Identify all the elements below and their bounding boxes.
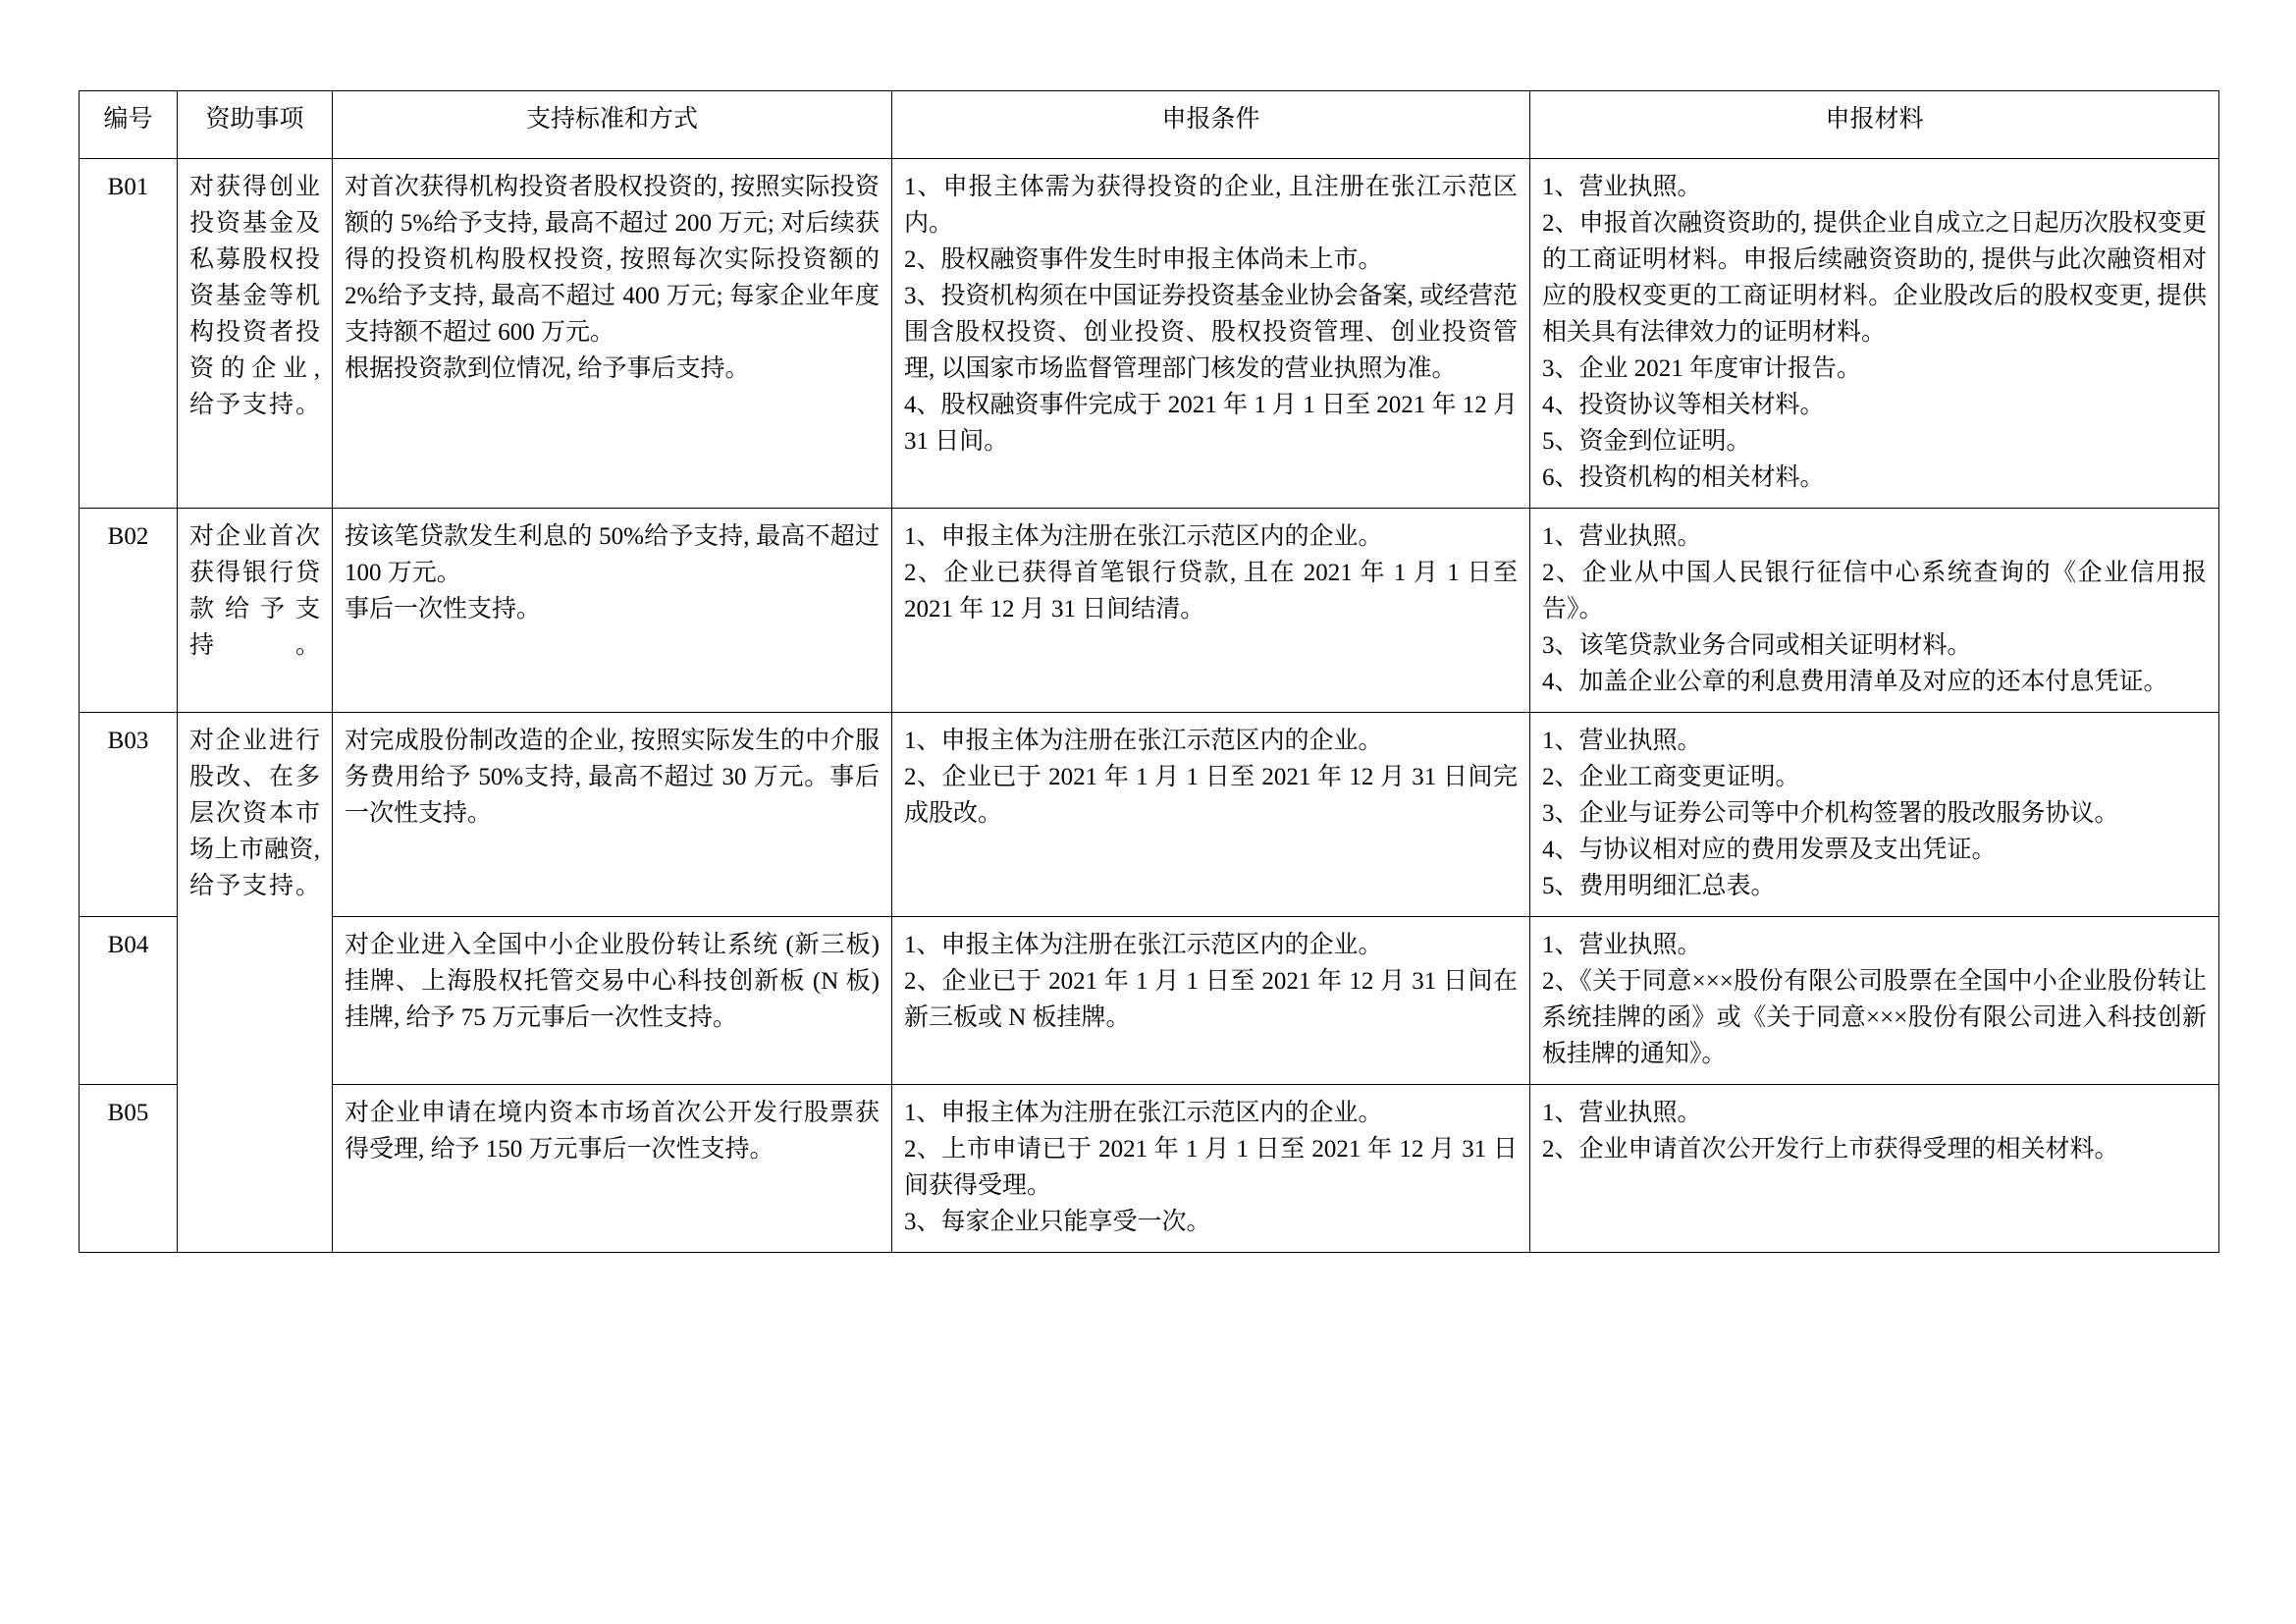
material-line: 5、资金到位证明。 [1542,428,1751,455]
material-line: 3、企业与证券公司等中介机构签署的股改服务协议。 [1542,800,2119,827]
condition-line: 2、企业已获得首笔银行贷款, 且在 2021 年 1 月 1 日至 2021 年 12 月 31 日间结清。 [904,560,1518,623]
material-line: 3、该笔贷款业务合同或相关证明材料。 [1542,632,1972,659]
row-materials-b03 [1530,713,2219,917]
row-id-b01: B01 [80,159,178,509]
row-conditions-b05 [892,1085,1530,1253]
row-standard-b03 [333,713,892,917]
row-conditions-b02 [892,509,1530,713]
condition-line: 2、上市申请已于 2021 年 1 月 1 日至 2021 年 12 月 31 日间获得受理。 [904,1136,1518,1199]
row-id-b04: B04 [80,917,178,1085]
standard-line: 对企业进入全国中小企业股份转让系统 (新三板) 挂牌、上海股权托管交易中心科技创新板 (N 板) 挂牌, 给予 75 万元事后一次性支持。 [345,932,880,1031]
row-materials-b05 [1530,1085,2219,1253]
row-conditions-b03 [892,713,1530,917]
condition-line: 4、股权融资事件完成于 2021 年 1 月 1 日至 2021 年 12 月 31 日间。 [904,392,1519,455]
material-line: 1、营业执照。 [1542,932,1702,958]
row-id-b03: B03 [80,713,178,917]
table-row [80,1085,2219,1253]
material-line: 2、申报首次融资资助的, 提供企业自成立之日起历次股权变更的工商证明材料。申报后续融资资助的, 提供与此次融资相对应的股权变更的工商证明材料。企业股改后的股权变更, 提供相关具有法律效力的证明材料。 [1542,210,2207,346]
standard-line: 根据投资款到位情况, 给予事后支持。 [345,355,750,382]
table-row [80,713,2219,917]
row-materials-b02 [1530,509,2219,713]
condition-line: 1、申报主体需为获得投资的企业, 且注册在张江示范区内。 [904,174,1518,237]
standard-line: 对企业申请在境内资本市场首次公开发行股票获得受理, 给予 150 万元事后一次性支持。 [345,1100,880,1163]
table-body [80,159,2219,1253]
material-line: 1、营业执照。 [1542,523,1702,550]
column-header-id: 编号 [80,91,178,159]
row-standard-b02 [333,509,892,713]
row-conditions-b04 [892,917,1530,1085]
row-item-b03-b05-merged: 对企业进行股改、在多层次资本市场上市融资, 给予支持。 [178,713,333,1253]
row-conditions-b01 [892,159,1530,509]
material-line: 1、营业执照。 [1542,1100,1702,1126]
material-line: 2、企业从中国人民银行征信中心系统查询的《企业信用报告》。 [1542,560,2207,623]
standard-line: 按该笔贷款发生利息的 50%给予支持, 最高不超过 100 万元。 [345,523,880,586]
material-line: 2、《关于同意×××股份有限公司股票在全国中小企业股份转让系统挂牌的函》或《关于同意×××股份有限公司进入科技创新板挂牌的通知》。 [1542,968,2207,1067]
material-line: 2、企业申请首次公开发行上市获得受理的相关材料。 [1542,1136,2119,1163]
column-header-conditions: 申报条件 [892,91,1530,159]
row-materials-b01 [1530,159,2219,509]
row-item-b01: 对获得创业投资基金及私募股权投资基金等机构投资者投资的企业, 给予支持。 [178,159,333,509]
material-line: 4、加盖企业公章的利息费用清单及对应的还本付息凭证。 [1542,669,2168,695]
condition-line: 2、企业已于 2021 年 1 月 1 日至 2021 年 12 月 31 日间在新三板或 N 板挂牌。 [904,968,1518,1031]
condition-line: 2、企业已于 2021 年 1 月 1 日至 2021 年 12 月 31 日间完成股改。 [904,764,1518,827]
row-item-b02: 对企业首次获得银行贷款给予支持。 [178,509,333,713]
column-header-standard: 支持标准和方式 [333,91,892,159]
material-line: 1、营业执照。 [1542,174,1702,200]
material-line: 1、营业执照。 [1542,728,1702,754]
condition-line: 1、申报主体为注册在张江示范区内的企业。 [904,728,1383,754]
column-header-materials: 申报材料 [1530,91,2219,159]
material-line: 6、投资机构的相关材料。 [1542,464,1825,491]
material-line: 4、与协议相对应的费用发票及支出凭证。 [1542,837,1997,863]
row-standard-b04 [333,917,892,1085]
condition-line: 3、投资机构须在中国证券投资基金业协会备案, 或经营范围含股权投资、创业投资、股权投资管理、创业投资管理, 以国家市场监督管理部门核发的营业执照为准。 [904,283,1519,382]
standard-line: 事后一次性支持。 [345,596,542,623]
condition-line: 2、股权融资事件发生时申报主体尚未上市。 [904,246,1383,273]
funding-items-table [79,90,2219,1253]
standard-line: 对完成股份制改造的企业, 按照实际发生的中介服务费用给予 50%支持, 最高不超过 30 万元。事后一次性支持。 [345,728,880,827]
condition-line: 3、每家企业只能享受一次。 [904,1209,1211,1235]
column-header-item: 资助事项 [178,91,333,159]
row-id-b02: B02 [80,509,178,713]
condition-line: 1、申报主体为注册在张江示范区内的企业。 [904,523,1383,550]
material-line: 3、企业 2021 年度审计报告。 [1542,355,1862,382]
row-id-b05: B05 [80,1085,178,1253]
material-line: 5、费用明细汇总表。 [1542,873,1776,899]
table-row [80,509,2219,713]
table-header-row [80,91,2219,159]
row-standard-b01 [333,159,892,509]
standard-line: 对首次获得机构投资者股权投资的, 按照实际投资额的 5%给予支持, 最高不超过 200 万元; 对后续获得的投资机构股权投资, 按照每次实际投资额的 2%给予支持, 最高不超过 400 万元; 每家企业年度支持额不超过 600 万元。 [345,174,880,346]
material-line: 2、企业工商变更证明。 [1542,764,1800,790]
table-row [80,917,2219,1085]
table-header [80,91,2219,159]
condition-line: 1、申报主体为注册在张江示范区内的企业。 [904,932,1383,958]
table-row [80,159,2219,509]
material-line: 4、投资协议等相关材料。 [1542,392,1825,418]
condition-line: 1、申报主体为注册在张江示范区内的企业。 [904,1100,1383,1126]
row-materials-b04 [1530,917,2219,1085]
row-standard-b05 [333,1085,892,1253]
